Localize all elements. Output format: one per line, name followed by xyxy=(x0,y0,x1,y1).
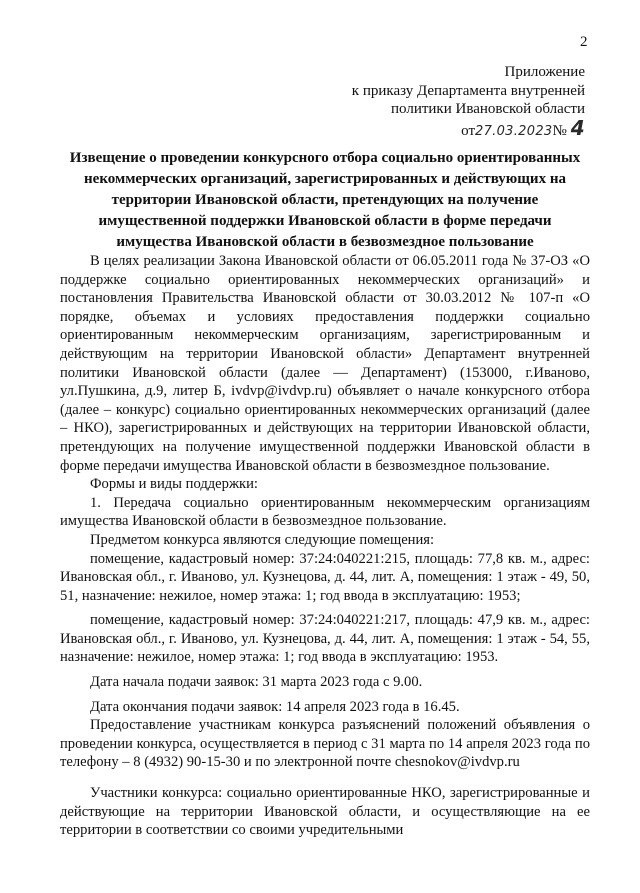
notice-body xyxy=(60,252,590,840)
paragraph-start-date: Дата начала подачи заявок: 31 марта 2023 года с 9.00. xyxy=(90,674,423,691)
approval-block xyxy=(352,63,585,141)
page-number: 2 xyxy=(580,34,588,50)
date-prefix: от xyxy=(461,122,476,139)
paragraph-premises-2: помещение, кадастровый номер: 37:24:040221:217, площадь: 47,9 кв. м., адрес: Ивановская обл., г. Иваново, ул. Кузнецова, д. 44, лит. А, помещения: 1 этаж - 54, 55, назначение: нежилое, номер этажа: 1; год ввода в эксплуатацию: 1953. xyxy=(60,612,590,666)
paragraph-end-date: Дата окончания подачи заявок: 14 апреля 2023 года в 16.45. xyxy=(90,698,460,715)
approval-date-line xyxy=(352,115,585,142)
paragraph-premises-1: помещение, кадастровый номер: 37:24:040221:215, площадь: 77,8 кв. м., адрес: Ивановская обл., г. Иваново, ул. Кузнецова, д. 44, лит. А, помещения: 1 этаж - 49, 50, 51, назначение: нежилое, номер этажа: 1; год ввода в эксплуатацию: 1953; xyxy=(60,550,590,604)
paragraph-subject: Предметом конкурса являются следующие помещения: xyxy=(90,531,435,548)
paragraph-item-1: 1. Передача социально ориентированным некоммерческим организациям имущества Ивановской области в безвозмездное пользование. xyxy=(60,494,590,530)
approval-line-2: к приказу Департамента внутренней xyxy=(351,82,585,99)
paragraph-forms: Формы и виды поддержки: xyxy=(90,476,258,493)
handwritten-number: 4 xyxy=(570,115,585,140)
number-label: № xyxy=(552,122,567,139)
handwritten-date: 27.03.2023 xyxy=(475,123,553,139)
approval-line-1: Приложение xyxy=(504,64,585,80)
paragraph-clarifications: Предоставление участникам конкурса разъяснений положений объявления о проведении конкурса, осуществляется в период с 31 марта по 14 апреля 2023 года по телефону – 8 (4932) 90-15-30 и по электронной почте chesnokov@ivdvp.ru xyxy=(60,717,590,771)
paragraph-participants: Участники конкурса: социально ориентированные НКО, зарегистрированные и действующие на территории Ивановской области, и осуществляющие на ее территории в соответствии со своими учредительными xyxy=(60,785,590,839)
notice-title: Извещение о проведении конкурсного отбора социально ориентированных некоммерческих организаций, зарегистрированных и действующих на территории Ивановской области, претендующих на получение имущественной поддержки Ивановской области в форме передачи имущества Ивановской области в безвозмездное пользование xyxy=(69,150,581,250)
paragraph-intro: В целях реализации Закона Ивановской области от 06.05.2011 года № 37-ОЗ «О поддержке социально ориентированных некоммерческих организаций» и постановления Правительства Ивановской области от 30.03.2012 № 107-п «О порядке, объемах и условиях предоставления поддержки социально ориентированным некоммерческим организациям, зарегистрированным и действующим на территории Ивановской области» Департамент внутренней политики Ивановской области (далее — Департамент) (153000, г.Иваново, ул.Пушкина, д.9, литер Б, ivdvp@ivdvp.ru) объявляет о начале конкурсного отбора (далее – конкурс) социально ориентированных некоммерческих организаций (далее – НКО), зарегистрированных и действующих на территории Ивановской области, претендующих на получение имущественной поддержки Ивановской области в форме передачи имущества Ивановской области в безвозмездное пользование. xyxy=(60,253,590,474)
approval-line-3: политики Ивановской области xyxy=(391,101,585,117)
